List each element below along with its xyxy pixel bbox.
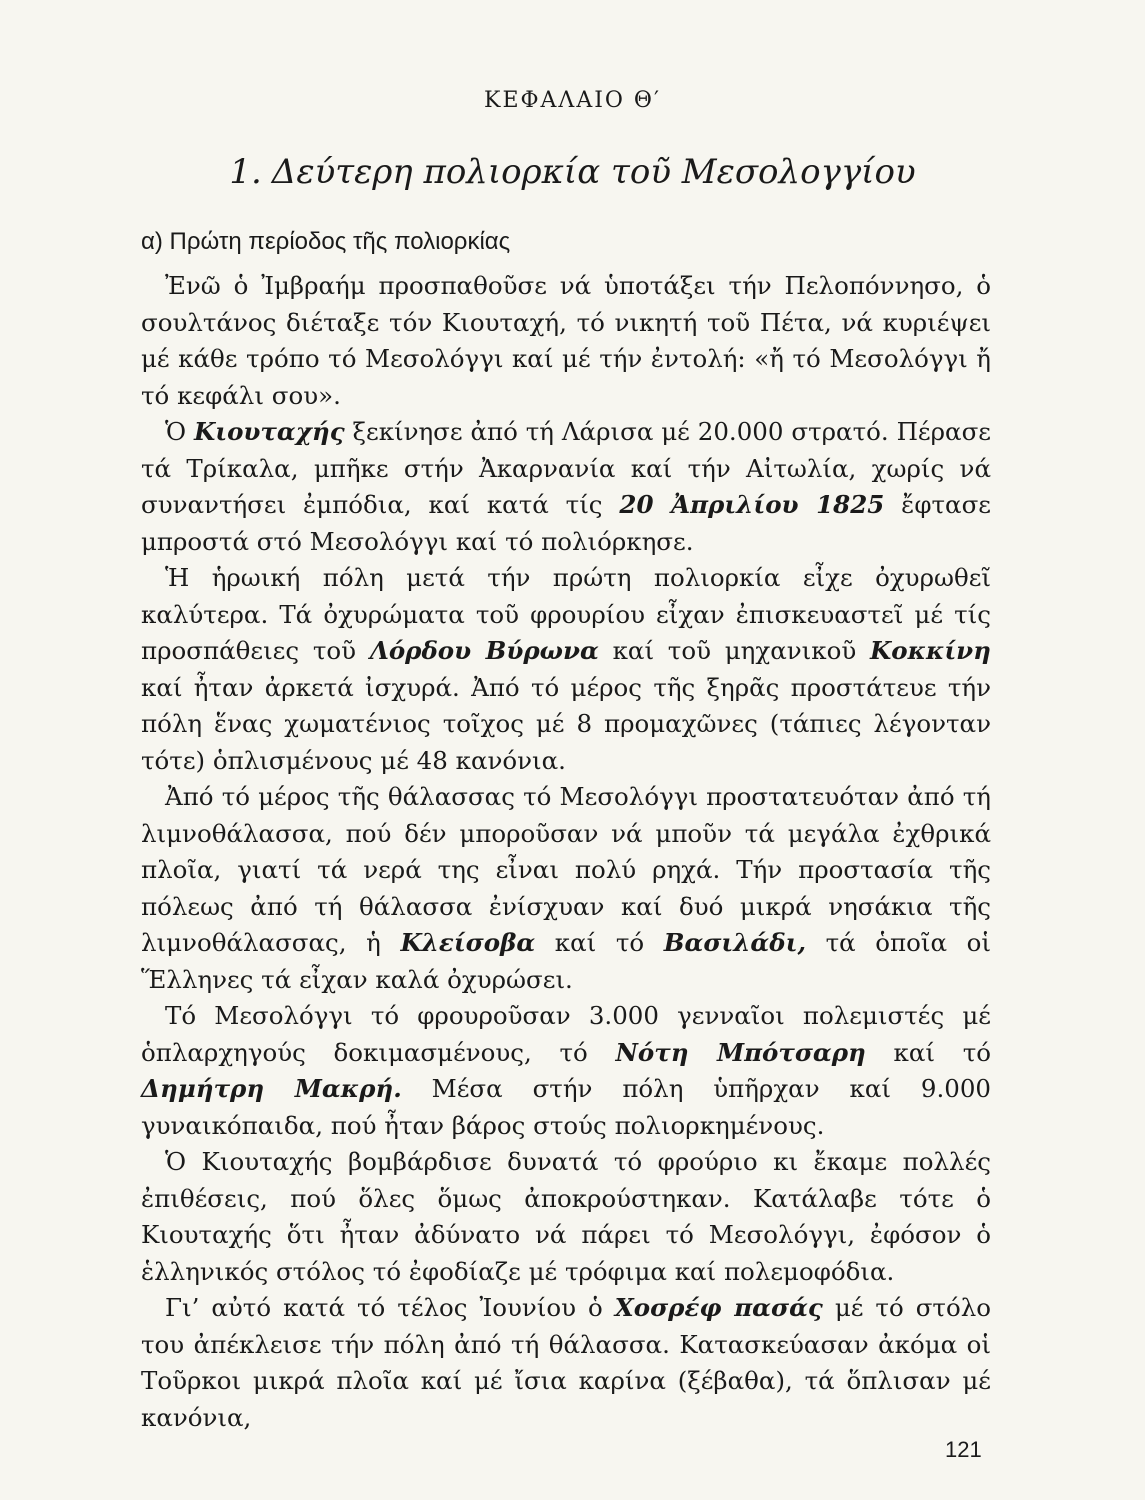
- section-title-text: Δεύτερη πολιορκία τοῦ Μεσολογγίου: [271, 152, 916, 192]
- chapter-heading: ΚΕΦΑΛΑΙΟ Θ′: [484, 88, 661, 113]
- section-number: 1.: [229, 152, 262, 192]
- emphasis-name: Λόρδου Βύρωνα: [369, 636, 599, 665]
- emphasis-place: Βασιλάδι,: [663, 928, 807, 957]
- emphasis-name: Κιουταχής: [193, 417, 345, 446]
- page-number: 121: [945, 1437, 982, 1462]
- emphasis-name: Δημήτρη Μακρή.: [141, 1074, 402, 1103]
- paragraph-2: Ὁ Κιουταχής ξεκίνησε ἀπό τή Λάρισα μέ 20.000 στρατό. Πέρασε τά Τρίκαλα, μπῆκε στήν Ἀκαρνανία καί τήν Αἰτωλία, χωρίς νά συναντήσει ἐμπόδια, καί κατά τίς 20 Ἀπριλίου 1825 ἔφτασε μπροστά στό Μεσολόγγι καί τό πολιόρκησε.: [141, 417, 991, 556]
- emphasis-name: Χοσρέφ πασάς: [614, 1293, 823, 1322]
- emphasis-place: Κλείσοβα: [400, 928, 536, 957]
- emphasis-name: Κοκκίνη: [869, 636, 991, 665]
- paragraph-5: Τό Μεσολόγγι τό φρουροῦσαν 3.000 γενναῖοι πολεμιστές μέ ὁπλαρχηγούς δοκιμασμένους, τό Νότη Μπότσαρη καί τό Δημήτρη Μακρή. Μέσα στήν πόλη ὑπῆρχαν καί 9.000 γυναικόπαιδα, πού ἦταν βάρος στούς πολιορκημένους.: [141, 1001, 992, 1140]
- paragraph-6: Ὁ Κιουταχής βομβάρδισε δυνατά τό φρούριο κι ἔκαμε πολλές ἐπιθέσεις, πού ὅλες ὅμως ἀποκρούστηκαν. Κατάλαβε τότε ὁ Κιουταχής ὅτι ἦταν ἀδύνατο νά πάρει τό Μεσολόγγι, ἐφόσον ὁ ἑλληνικός στόλος τό ἐφοδίαζε μέ τρόφιμα καί πολεμοφόδια.: [141, 1147, 991, 1286]
- subsection-heading: α) Πρώτη περίοδος τῆς πολιορκίας: [141, 228, 511, 255]
- paragraph-1: Ἐνῶ ὁ Ἰμβραήμ προσπαθοῦσε νά ὑποτάξει τήν Πελοπόννησο, ὁ σουλτάνος διέταξε τόν Κιουταχή, τό νικητή τοῦ Πέτα, νά κυριέψει μέ κάθε τρόπο τό Μεσολόγγι καί μέ τήν ἐντολή: «ἤ τό Μεσολόγγι ἤ τό κεφάλι σου».: [141, 271, 991, 410]
- section-title: [0, 152, 1145, 192]
- paragraph-3: Ἡ ἡρωική πόλη μετά τήν πρώτη πολιορκία εἶχε ὀχυρωθεῖ καλύτερα. Τά ὀχυρώματα τοῦ φρουρίου εἶχαν ἐπισκευαστεῖ μέ τίς προσπάθειες τοῦ Λόρδου Βύρωνα καί τοῦ μηχανικοῦ Κοκκίνη καί ἦταν ἀρκετά ἰσχυρά. Ἀπό τό μέρος τῆς ξηρᾶς προστάτευε τήν πόλη ἕνας χωματένιος τοῖχος μέ 8 προμαχῶνες (τάπιες λέγονταν τότε) ὁπλισμένους μέ 48 κανόνια.: [141, 563, 991, 775]
- paragraph-7: Γι’ αὐτό κατά τό τέλος Ἰουνίου ὁ Χοσρέφ πασάς μέ τό στόλο του ἀπέκλεισε τήν πόλη ἀπό τή θάλασσα. Κατασκεύασαν ἀκόμα οἱ Τοῦρκοι μικρά πλοῖα καί μέ ἴσια καρίνα (ξέβαθα), τά ὅπλισαν μέ κανόνια,: [141, 1293, 991, 1432]
- emphasis-name: Νότη Μπότσαρη: [615, 1037, 866, 1067]
- paragraph-4: Ἀπό τό μέρος τῆς θάλασσας τό Μεσολόγγι προστατευόταν ἀπό τή λιμνοθάλασσα, πού δέν μποροῦσαν νά μποῦν τά μεγάλα ἐχθρικά πλοῖα, γιατί τά νερά της εἶναι πολύ ρηχά. Τήν προστασία τῆς πόλεως ἀπό τή θάλασσα ἐνίσχυαν καί δυό μικρά νησάκια τῆς λιμνοθάλασσας, ἡ Κλείσοβα καί τό Βασιλάδι, τά ὁποῖα οἱ Ἕλληνες τά εἶχαν καλά ὀχυρώσει.: [141, 782, 992, 994]
- emphasis-date: 20 Ἀπριλίου 1825: [619, 490, 885, 519]
- body-text: [141, 268, 991, 1436]
